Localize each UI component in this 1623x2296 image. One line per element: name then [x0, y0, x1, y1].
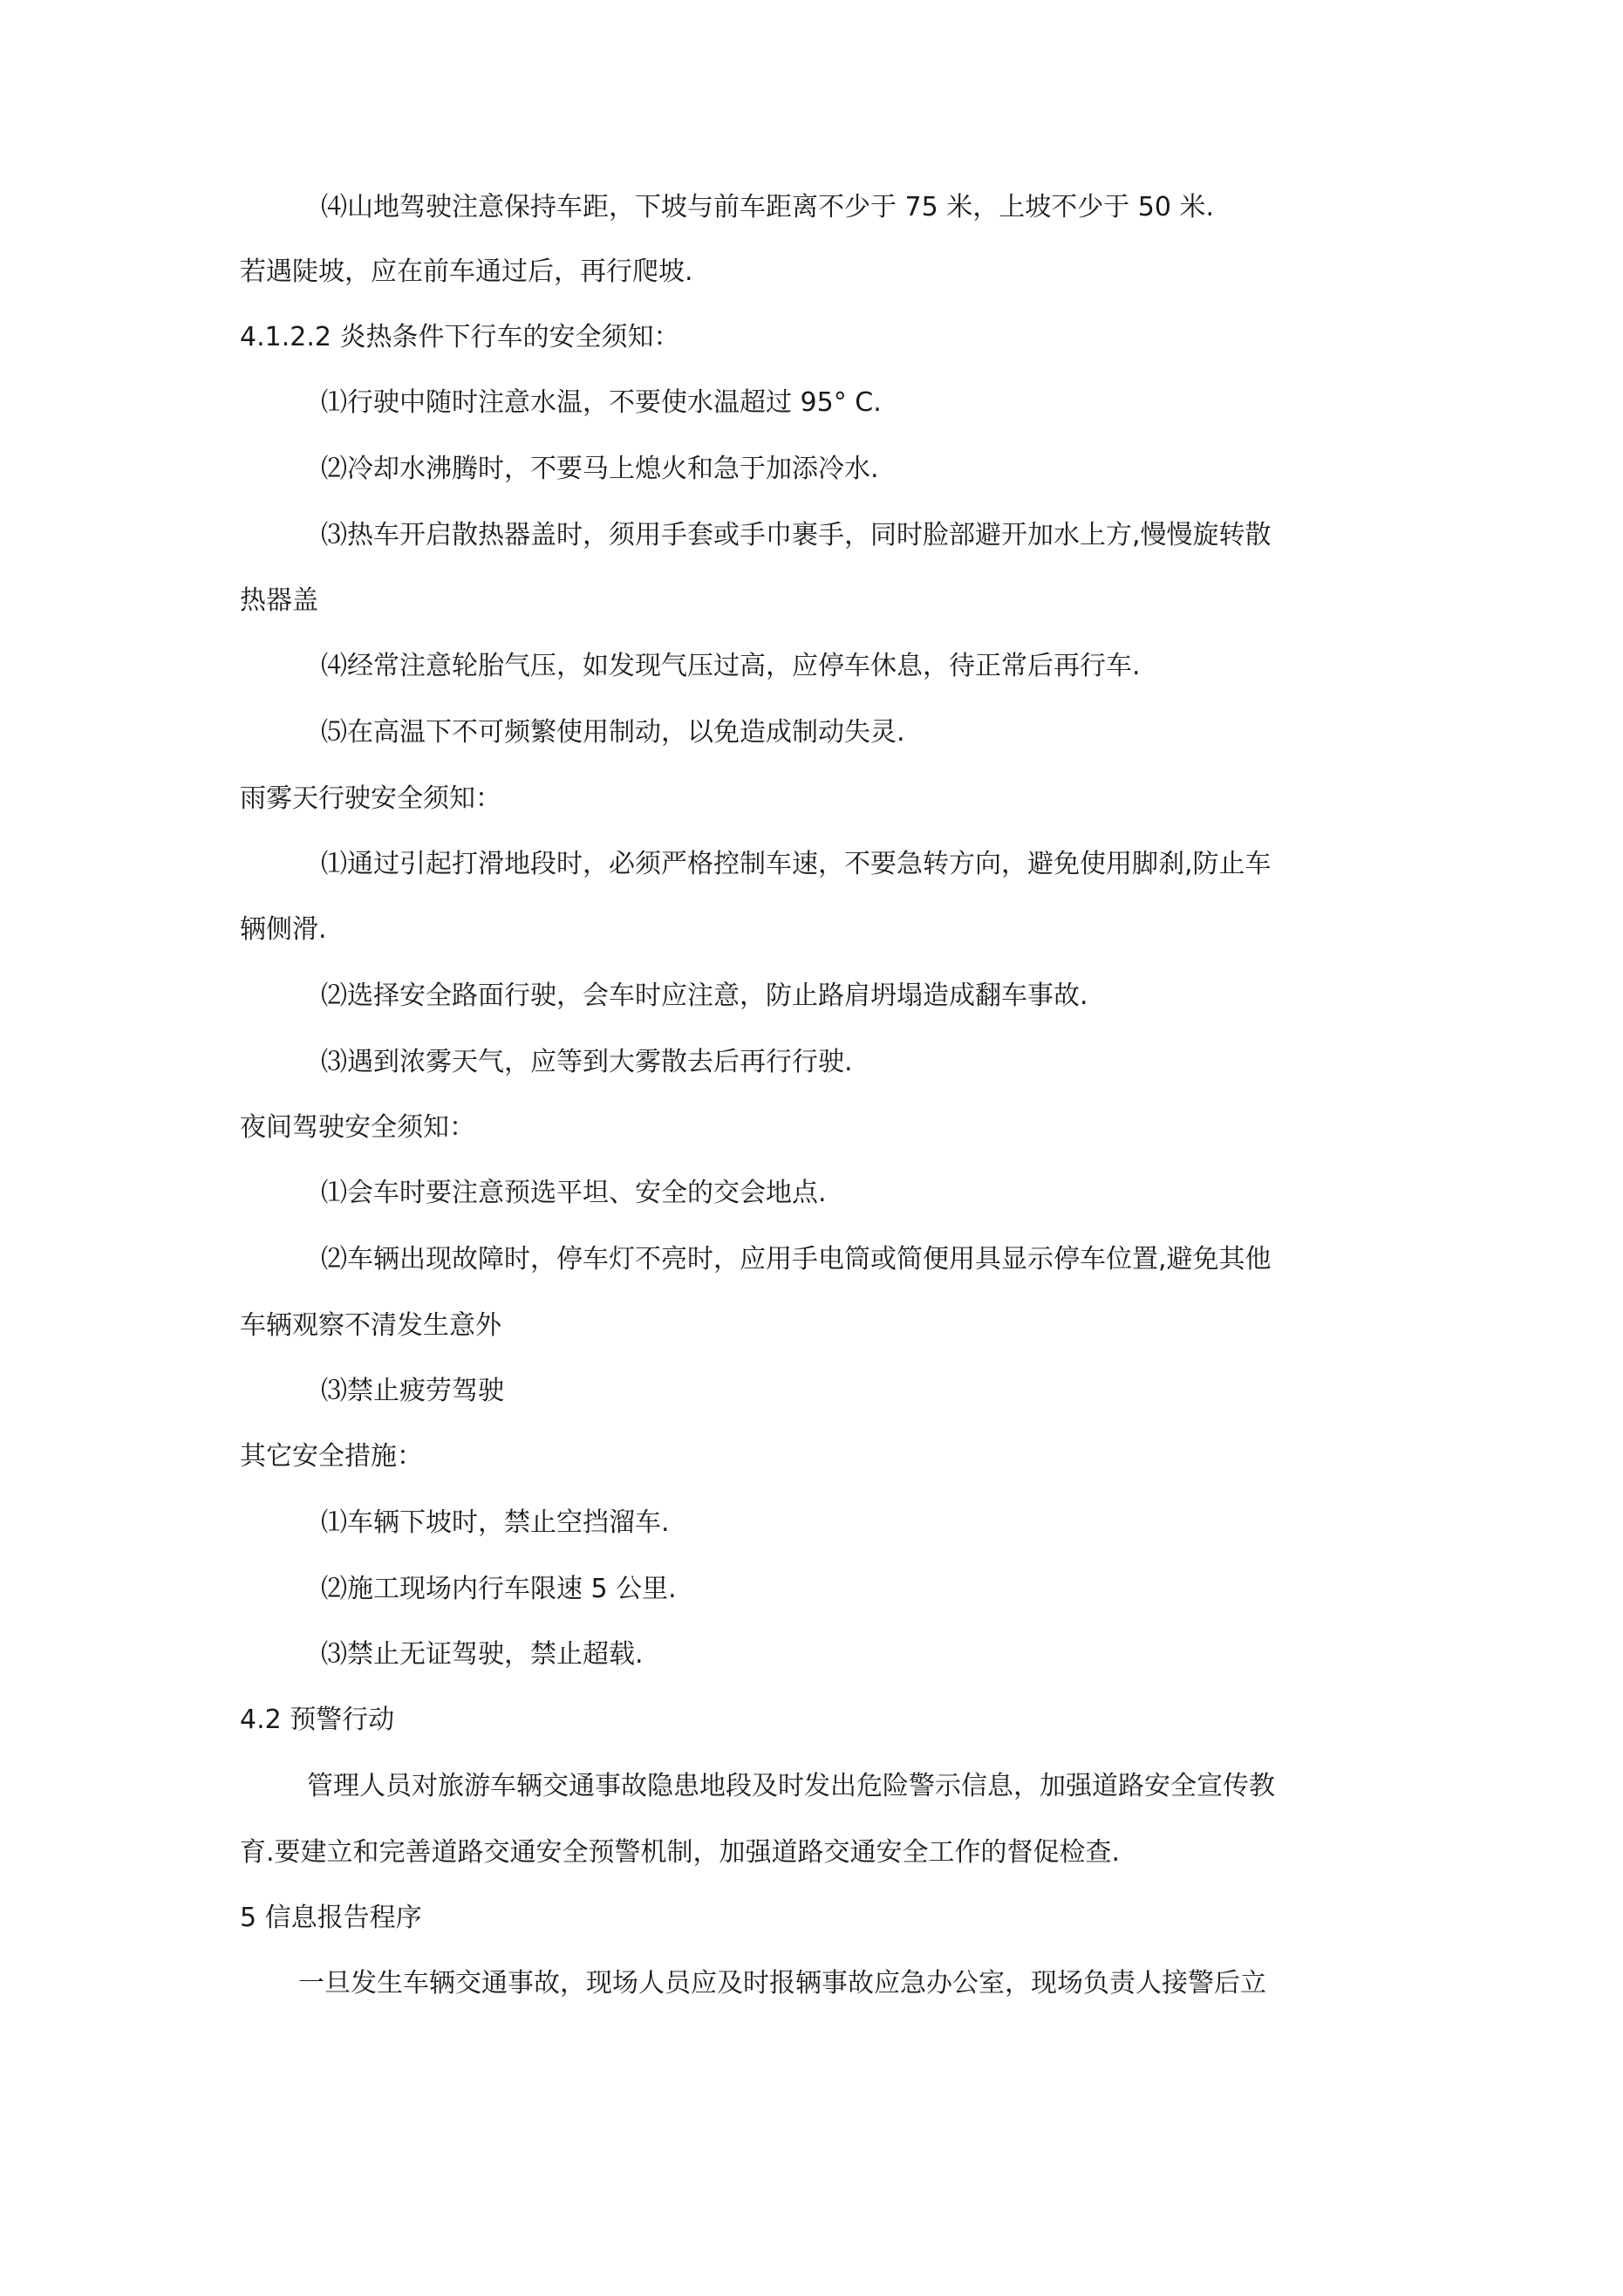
list-item: ⑵车辆出现故障时，停车灯不亮时，应用手电筒或简便用具显示停车位置,避免其他 [321, 1244, 1272, 1274]
list-item: ⑴车辆下坡时，禁止空挡溜车. [321, 1507, 670, 1538]
list-item-continuation: 热器盖 [240, 585, 318, 616]
list-item: ⑵施工现场内行车限速 5 公里. [321, 1574, 677, 1604]
list-item: ⑶遇到浓雾天气，应等到大雾散去后再行行驶. [321, 1047, 853, 1077]
section-heading: 5 信息报告程序 [240, 1903, 422, 1933]
list-item: ⑶热车开启散热器盖时，须用手套或手巾裹手，同时脸部避开加水上方,慢慢旋转散 [321, 520, 1272, 550]
body-paragraph: 管理人员对旅游车辆交通事故隐患地段及时发出危险警示信息，加强道路安全宣传教 [307, 1771, 1275, 1801]
paragraph-line: ⑷山地驾驶注意保持车距，下坡与前车距离不少于 75 米，上坡不少于 50 米. [321, 192, 1215, 222]
list-item-continuation: 辆侧滑. [240, 914, 327, 945]
list-item: ⑸在高温下不可频繁使用制动，以免造成制动失灵. [321, 717, 905, 748]
list-item: ⑴通过引起打滑地段时，必须严格控制车速，不要急转方向，避免使用脚刹,防止车 [321, 849, 1272, 879]
body-paragraph: 一旦发生车辆交通事故，现场人员应及时报辆事故应急办公室，现场负责人接警后立 [298, 1968, 1266, 1999]
list-item: ⑷经常注意轮胎气压，如发现气压过高，应停车休息，待正常后再行车. [321, 651, 1141, 681]
list-item: ⑴行驶中随时注意水温，不要使水温超过 95° C. [321, 387, 882, 418]
section-heading: 其它安全措施： [240, 1441, 423, 1472]
list-item: ⑵冷却水沸腾时，不要马上熄火和急于加添冷水. [321, 454, 879, 484]
list-item: ⑵选择安全路面行驶，会车时应注意，防止路肩坍塌造成翻车事故. [321, 981, 1088, 1011]
section-heading: 4.2 预警行动 [240, 1705, 395, 1735]
list-item-continuation: 车辆观察不清发生意外 [240, 1310, 501, 1341]
section-heading: 雨雾天行驶安全须知： [240, 783, 501, 814]
body-paragraph-continuation: 育.要建立和完善道路交通安全预警机制，加强道路交通安全工作的督促检查. [240, 1837, 1121, 1868]
list-item: ⑶禁止疲劳驾驶 [321, 1376, 504, 1406]
list-item: ⑴会车时要注意预选平坦、安全的交会地点. [321, 1178, 827, 1208]
section-heading: 夜间驾驶安全须知： [240, 1112, 475, 1143]
list-item: ⑶禁止无证驾驶，禁止超载. [321, 1639, 644, 1670]
section-heading: 4.1.2.2 炎热条件下行车的安全须知： [240, 322, 680, 352]
paragraph-line: 若遇陡坡，应在前车通过后，再行爬坡. [240, 256, 693, 287]
